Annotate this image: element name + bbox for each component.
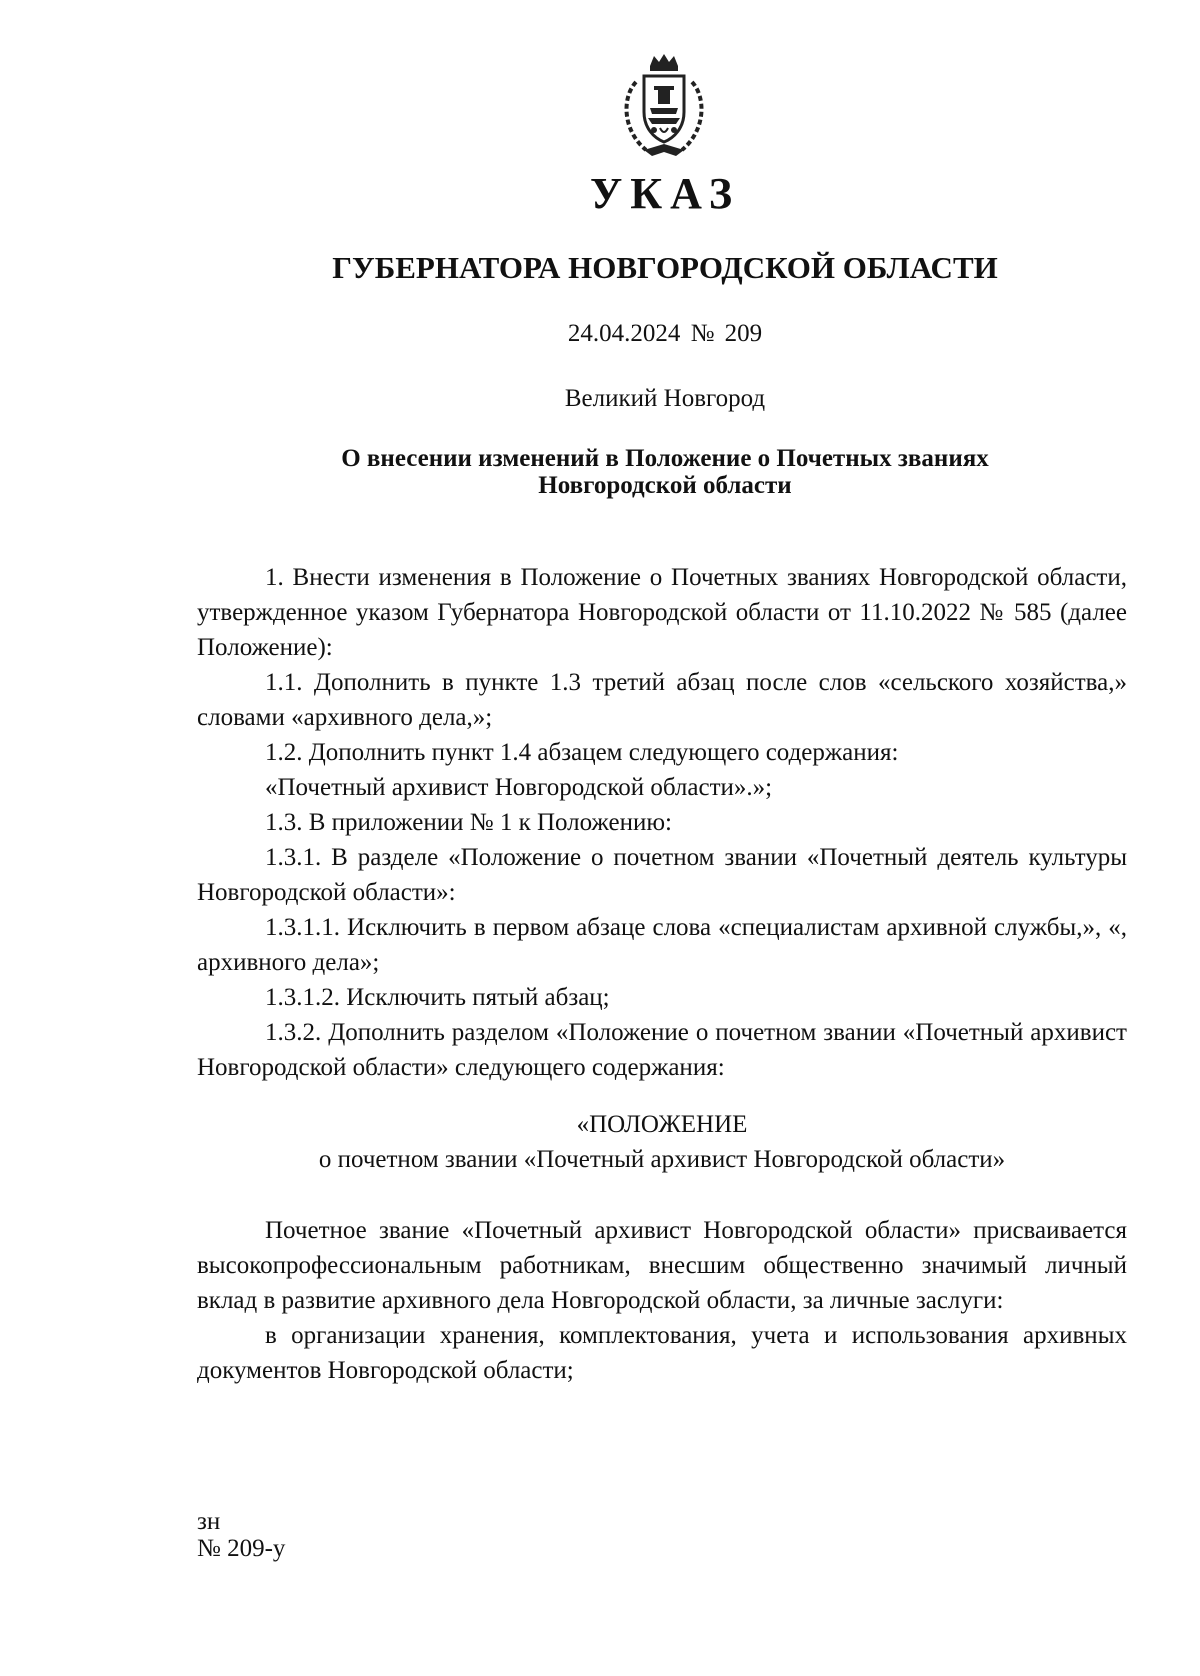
section-subheading: о почетном звании «Почетный архивист Новгородской области» xyxy=(318,1146,1006,1173)
paragraph: 1.3.1. В разделе «Положение о почетном звании «Почетный деятель культуры Новгородской области»: xyxy=(197,844,1127,906)
executor-initials: зн xyxy=(197,1508,221,1535)
footer-registration xyxy=(197,1508,285,1562)
issuer-title: ГУБЕРНАТОРА НОВГОРОДСКОЙ ОБЛАСТИ xyxy=(332,250,998,285)
paragraph: 1.3.1.2. Исключить пятый абзац; xyxy=(265,984,610,1011)
paragraph: в организации хранения, комплектования, учета и использования архивных документов Новгородской области; xyxy=(197,1322,1127,1384)
registration-number: № 209-у xyxy=(197,1535,286,1562)
section-heading: «ПОЛОЖЕНИЕ xyxy=(576,1111,748,1138)
subject-line-2: Новгородской области xyxy=(538,472,792,499)
paragraph: «Почетный архивист Новгородской области».»; xyxy=(265,774,773,801)
novgorod-coat-of-arms-icon xyxy=(616,52,712,160)
paragraph: 1.3. В приложении № 1 к Положению: xyxy=(265,809,672,836)
paragraph: 1.3.1.1. Исключить в первом абзаце слова «специалистам архивной службы,», «, архивного дела»; xyxy=(197,914,1127,976)
subject-line-1: О внесении изменений в Положение о Почетных званиях xyxy=(341,445,989,472)
paragraph: 1.3.2. Дополнить разделом «Положение о почетном звании «Почетный архивист Новгородской области» следующего содержания: xyxy=(197,1019,1127,1081)
document-subject xyxy=(290,445,1040,499)
document-body xyxy=(197,560,1127,1388)
paragraph: 1. Внести изменения в Положение о Почетных званиях Новгородской области, утвержденное указом Губернатора Новгородской области от 11.10.2022 № 585 (далее Положение): xyxy=(197,564,1127,661)
document-date: 24.04.2024 xyxy=(567,320,681,347)
date-number-line xyxy=(65,320,1200,348)
paragraph: 1.2. Дополнить пункт 1.4 абзацем следующего содержания: xyxy=(265,739,899,766)
city-name: Великий Новгород xyxy=(564,385,766,412)
paragraph: 1.1. Дополнить в пункте 1.3 третий абзац после слов «сельского хозяйства,» словами «архивного дела,»; xyxy=(197,669,1127,731)
document-type-title: УКАЗ xyxy=(589,169,741,218)
document-number: № 209 xyxy=(690,320,763,347)
paragraph: Почетное звание «Почетный архивист Новгородской области» присваивается высокопрофессиональным работникам, внесшим общественно значимый личный вклад в развитие архивного дела Новгородской области, за личные заслуги: xyxy=(197,1217,1127,1314)
